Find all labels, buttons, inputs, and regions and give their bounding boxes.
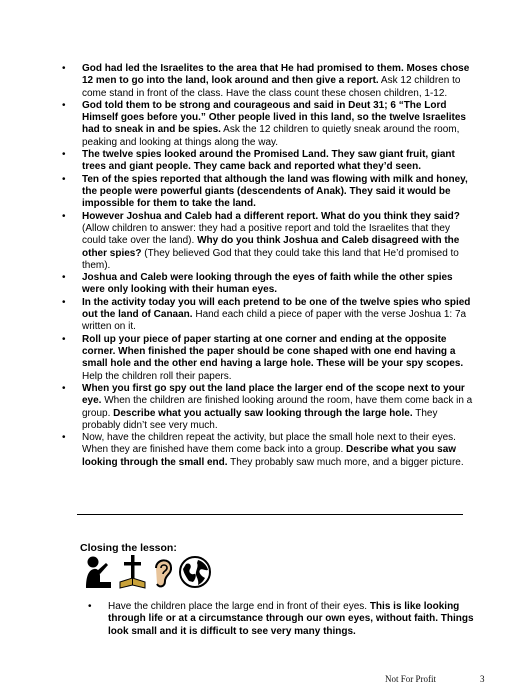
list-item	[62, 210, 474, 272]
normal-text: (They believed God that they could take this land that He’d promised to them).	[82, 247, 459, 271]
bold-text: The twelve spies looked around the Promised Land. They saw giant fruit, giant trees and giant people. They came back and reported what they’d seen.	[82, 149, 455, 173]
bold-text: Ten of the spies reported that although the land was flowing with milk and honey, the people were powerful giants (descendents of Anak). They said it would be impossible for them to take the land.	[82, 173, 468, 210]
footer-text: Not For Profit	[385, 674, 437, 684]
list-item	[62, 63, 474, 100]
normal-text: Hand each child a piece of paper with the verse Joshua 1: 7a written on it.	[82, 309, 467, 333]
normal-text: Now, have the children repeat the activity, but place the small hole next to their eyes. When they are finished have them come back into a group.	[82, 432, 456, 456]
closing-icon-strip	[80, 554, 212, 590]
list-item	[62, 296, 474, 334]
normal-text: They probably saw much more, and a bigger picture.	[227, 456, 464, 468]
normal-text: (Allow children to answer: they had a positive report and told the Israelites that they could take over the land).	[82, 223, 450, 247]
bullet-marker: •	[62, 173, 66, 185]
closing-heading: Closing the lesson:	[80, 542, 177, 554]
list-item	[62, 333, 474, 383]
bullet-marker: •	[62, 333, 66, 345]
bullet-marker: •	[62, 383, 66, 394]
list-item	[62, 383, 474, 432]
bold-text: When you first go spy out the land place the larger end of the scope next to your eye.	[82, 383, 465, 407]
list-item	[62, 173, 474, 211]
normal-text: Ask 12 children to come stand in front of the class. Have the class count these chosen children, 1-12.	[82, 75, 461, 99]
bullet-marker: •	[62, 296, 66, 308]
list-item	[62, 99, 474, 149]
bullet-marker: •	[62, 63, 66, 74]
bullet-marker: •	[62, 149, 66, 161]
closing-bullet-list	[88, 601, 488, 638]
bold-text: Roll up your piece of paper starting at one corner and ending at the opposite corner. When finished the paper should be cone shaped with one end having a small hole and the other end having a large hole. These will be your spy scopes.	[82, 333, 464, 370]
cross-bible-icon	[118, 554, 148, 590]
bold-text: Describe what you actually saw looking through the large hole.	[110, 407, 413, 419]
globe-icon	[178, 554, 212, 590]
normal-text: When the children are finished looking around the room, have them come back in a group.	[82, 395, 473, 419]
bold-text: Describe what you saw looking through the small end.	[82, 444, 457, 468]
list-item	[62, 149, 474, 174]
normal-text: They probably didn’t see very much.	[82, 407, 438, 431]
section-divider	[77, 514, 463, 515]
bullet-marker: •	[62, 99, 66, 111]
ear-icon	[150, 554, 176, 590]
praying-child-icon	[80, 554, 116, 590]
normal-text: Help the children roll their papers.	[82, 370, 232, 382]
bold-text: However Joshua and Caleb had a different report. What do you think they said?	[82, 210, 460, 222]
bold-text: This is like looking through life or at a circumstance through our own eyes, without faith. Things look small and it is difficult to see very many things.	[108, 601, 474, 637]
list-item	[88, 601, 488, 638]
bold-text: Joshua and Caleb were looking through the eyes of faith while the other spies were only looking with their human eyes.	[82, 272, 453, 296]
bullet-marker: •	[62, 272, 66, 284]
normal-text: Ask the 12 children to quietly sneak around the room, peaking and looking at things along the way.	[82, 124, 460, 148]
list-item	[62, 432, 474, 469]
bold-text: Why do you think Joshua and Caleb disagreed with the other spies?	[82, 235, 460, 259]
bold-text: In the activity today you will each pretend to be one of the twelve spies who spied out the land of Canaan.	[82, 296, 471, 321]
lesson-bullet-list	[62, 63, 474, 469]
bold-text: God had led the Israelites to the area that He had promised to them. Moses chose 12 men to go into the land, look around and then give a report.	[82, 63, 470, 87]
bold-text: God told them to be strong and courageous and said in Deut 31; 6 “The Lord Himself goes before you.” Other people lived in this land, so the twelve Israelites had to sneak in and be spies.	[82, 99, 466, 136]
bullet-marker: •	[62, 432, 66, 444]
bullet-marker: •	[88, 601, 92, 612]
list-item	[62, 272, 474, 297]
page-number: 3	[480, 674, 485, 684]
bullet-marker: •	[62, 210, 66, 222]
normal-text: Have the children place the large end in front of their eyes.	[108, 601, 368, 612]
